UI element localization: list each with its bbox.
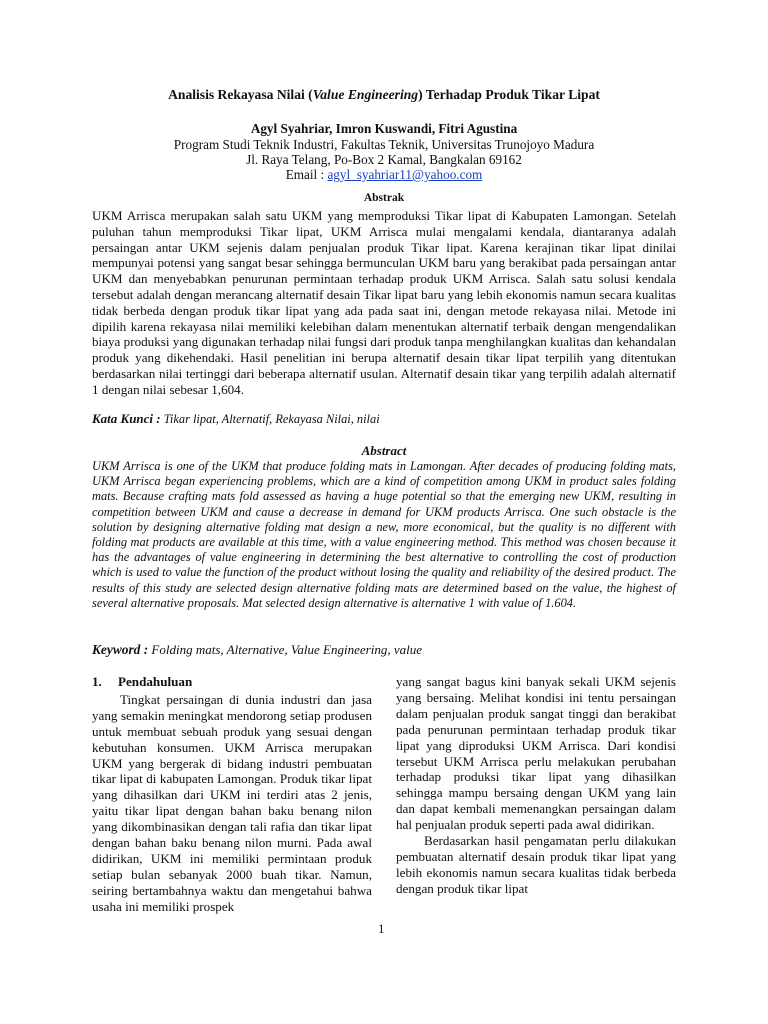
keywords-values: Folding mats, Alternative, Value Engineering, value (148, 642, 422, 657)
abstract-heading: Abstract (361, 443, 407, 458)
intro-paragraph: Tingkat persaingan di dunia industri dan jasa yang semakin meningkat mendorong setiap produsen untuk membuat sebuah produk yang sesuai dengan kebutuhan konsumen. UKM Arrisca merupakan UKM yang bergerak di bidang industri pembuatan tikar lipat di kabupaten Lamongan. Produk tikar lipat yang dihasilkan dari UKM ini terdiri atas 2 jenis, yaitu tikar lipat dengan bahan baku benang nilon yang dikombinasikan dengan tali rafia dan tikar lipat dengan bahan baku benang nilon murni. Pada awal didirikan, UKM ini memiliki permintaan produk setiap bulan sebanyak 2000 buah tikar. Namun, seiring bertambahnya waktu dan mengetahui bahwa usaha ini memiliki prospek (92, 691, 372, 914)
email-line (0, 167, 768, 183)
left-column (92, 674, 372, 915)
kata-kunci-label: Kata Kunci : (92, 411, 161, 426)
abstract-text: UKM Arrisca is one of the UKM that produce folding mats in Lamongan. After decades of producing folding mats, UKM Arrisca began experiencing problems, which are a kind of competition among UKM in product sales folding mats. Because crafting mats fold assessed as having a huge potential so that the emerging new UKM, resulting in competition between UKM and cause a decrease in demand for UKM products Arrisca. One such obstacle is the solution by designing alternative folding mat design a new, more economical, but the quality is no different with folding mat products are available at this time, with a value engineering method. This method was chosen because it has the advantages of value engineering in determining the best alternative to controlling the cost of production which is used to value the function of the product without losing the quality and reliability of the desired product. The results of this study are selected design alternative folding mats are determined based on the value, the highest of several alternative proposals. Mat selected design alternative is alternative 1 with value of 1.604. (92, 459, 676, 610)
email-label: Email : (285, 167, 328, 182)
paper-title (0, 87, 768, 103)
keywords-label: Keyword : (92, 642, 149, 657)
abstrak-heading: Abstrak (363, 192, 405, 204)
address: Jl. Raya Telang, Po-Box 2 Kamal, Bangkalan 69162 (246, 152, 522, 167)
section-heading (92, 674, 372, 690)
section-number: 1. (92, 674, 102, 689)
keywords (92, 642, 676, 658)
page-number: 1 (378, 921, 385, 936)
abstrak-text: UKM Arrisca merupakan salah satu UKM yang memproduksi Tikar lipat di Kabupaten Lamongan. Setelah puluhan tahun memproduksi Tikar lipat, UKM Arrisca mulai mengalami kendala, diantaranya adalah persaingan antar UKM sejenis dalam penjualan produk Tikar lipat. Karena kerajinan tikar lipat dinilai mempunyai potensi yang sangat besar sehingga bermunculan UKM baru yang berakibat pada persaingan antar UKM dan menyebabkan penurunan permintaan terhadap produk UKM Arrisca. Salah satu solusi kendala tersebut adalah dengan merancang alternatif desain Tikar lipat baru yang lebih ekonomis namun secara kualitas tidak berbeda dengan produk tikar lipat yang ada pada saat ini, dengan metode rekayasa nilai. Metode ini dipilih karena rekayasa nilai memiliki kelebihan dalam menentukan alternatif terbaik dengan mengendalikan biaya produksi yang digunakan terhadap nilai fungsi dari produk tanpa menghilangkan kualitas dan kehandalan produk yang dikehendaki. Hasil penelitian ini berupa alternatif desain tikar lipat terpilih yang ditentukan berdasarkan nilai tertinggi dari beberapa alternatif usulan. Alternatif desain tikar yang terpilih adalah alternatif 1 dengan nilai sebesar 1,604. (92, 208, 676, 397)
email-link[interactable]: agyl_syahriar11@yahoo.com (327, 167, 483, 182)
section-title: Pendahuluan (118, 674, 193, 689)
right-column (396, 674, 676, 897)
kata-kunci-values: Tikar lipat, Alternatif, Rekayasa Nilai, nilai (160, 412, 380, 426)
title-part: Analisis Rekayasa Nilai ( (168, 87, 313, 102)
authors: Agyl Syahriar, Imron Kuswandi, Fitri Agustina (250, 121, 518, 136)
affiliation: Program Studi Teknik Industri, Fakultas Teknik, Universitas Trunojoyo Madura (173, 137, 595, 152)
intro-paragraph-2: Berdasarkan hasil pengamatan perlu dilakukan pembuatan alternatif desain produk tikar lipat yang lebih ekonomis namun secara kualitas tidak berbeda dengan produk tikar lipat (396, 833, 676, 896)
kata-kunci (92, 411, 676, 427)
title-part: ) Terhadap Produk Tikar Lipat (418, 87, 600, 102)
intro-paragraph-continued: yang sangat bagus kini banyak sekali UKM sejenis yang bersaing. Melihat kondisi ini tentu persaingan dalam penjualan produk sangat tinggi dan berakibat pada penurunan permintaan terhadap produk tikar lipat yang diproduksi UKM Arrisca. Dari kondisi tersebut UKM Arrisca perlu melakukan perubahan terhadap produksi tikar lipat yang dihasilkan sehingga mampu bersaing dengan UKM yang lain dan dapat kembali memenangkan persaingan dalam hal penjualan produk seperti pada awal didirikan. (396, 674, 676, 833)
title-italic-part: Value Engineering (312, 87, 419, 102)
